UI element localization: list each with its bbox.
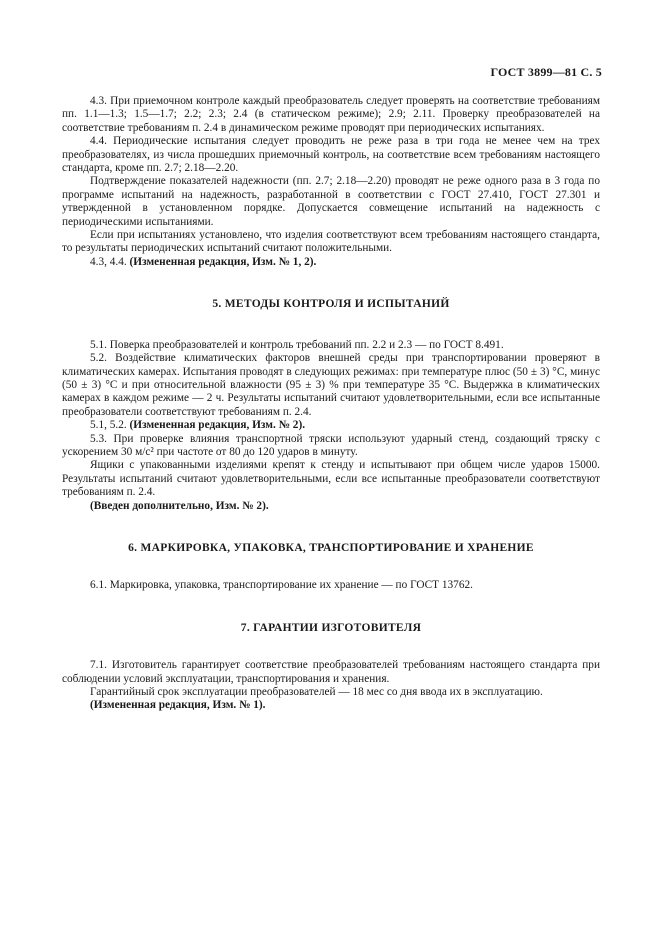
paragraph-5-3: 5.3. При проверке влияния транспортной тряски используют ударный стенд, создающий тряску с ускорением 30 м/с² при частоте от 80 до 120 ударов в минуту.: [62, 432, 600, 458]
section-title-6: 6. МАРКИРОВКА, УПАКОВКА, ТРАНСПОРТИРОВАНИЕ И ХРАНЕНИЕ: [128, 541, 534, 554]
document-body: [62, 95, 600, 713]
page-header: ГОСТ 3899—81 С. 5: [490, 65, 602, 79]
amendment-ref: 5.1, 5.2.: [90, 419, 130, 432]
section-title-5: 5. МЕТОДЫ КОНТРОЛЯ И ИСПЫТАНИЙ: [212, 298, 450, 311]
amendment-note-4: [62, 256, 600, 269]
paragraph-5-1: 5.1. Поверка преобразователей и контроль требований пп. 2.2 и 2.3 — по ГОСТ 8.491.: [90, 338, 504, 351]
amendment-text: (Измененная редакция, Изм. № 1, 2).: [129, 255, 317, 268]
amendment-ref: 4.3, 4.4.: [90, 255, 130, 268]
amendment-text: (Измененная редакция, Изм. № 2).: [129, 419, 306, 432]
paragraph-reliability: Подтверждение показателей надежности (пп. 2.7; 2.18—2.20) проводят не реже одного раза в 3 года по программе испытаний на надежность, разработанной в соответствии с ГОСТ 27.410, ГОСТ 27.301 и утвержденной в установленном порядке. Допускается совмещение испытаний на надежность с периодическими испытаниями.: [62, 175, 600, 228]
paragraph-6-1: 6.1. Маркировка, упаковка, транспортирование их хранение — по ГОСТ 13762.: [90, 579, 473, 592]
amendment-note-5-2: (Введен дополнительно, Изм. № 2).: [90, 499, 269, 512]
amendment-note-7: (Измененная редакция, Изм. № 1).: [90, 699, 266, 712]
paragraph-boxes: Ящики с упакованными изделиями крепят к стенду и испытывают при общем числе ударов 15000. Результаты испытаний считают удовлетворительными, если все испытанные преобразователи соответствуют требованиям п. 2.4.: [62, 459, 600, 499]
paragraph-warranty: Гарантийный срок эксплуатации преобразователей — 18 мес со дня ввода их в эксплуатацию.: [90, 686, 543, 698]
section-title-7: 7. ГАРАНТИИ ИЗГОТОВИТЕЛЯ: [240, 621, 422, 634]
paragraph-positive-results: Если при испытаниях установлено, что изделия соответствуют всем требованиям настоящего стандарта, то результаты периодических испытаний считают положительными.: [62, 229, 600, 255]
paragraph-7-1: 7.1. Изготовитель гарантирует соответствие преобразователей требованиям настоящего стандарта при соблюдении условий эксплуатации, транспортирования и хранения.: [62, 659, 600, 685]
paragraph-5-2: 5.2. Воздействие климатических факторов внешней среды при транспортировании проверяют в климатических камерах. Испытания проводят в следующих режимах: при температуре плюс (50 ± 3) °С, минус (50 ± 3) °С и при относительной влажности (95 ± 3) % при температуре 35 °С. Выдержка в климатических камерах в каждом режиме — 2 ч. Результаты испытаний считают удовлетворительными, если все испытанные преобразователи соответствуют требованиям п. 2.4.: [62, 352, 600, 418]
paragraph-4-4: 4.4. Периодические испытания следует проводить не реже раза в три года не менее чем на трех преобразователях, из числа прошедших приемочный контроль, на соответствие всем требованиям настоящего стандарта, кроме пп. 2.7; 2.18—2.20.: [62, 135, 600, 175]
amendment-note-5-1: [62, 419, 600, 432]
paragraph-4-3: 4.3. При приемочном контроле каждый преобразователь следует проверять на соответствие требованиям пп. 1.1—1.3; 1.5—1.7; 2.2; 2.3; 2.4 (в статическом режиме); 2.9; 2.11. Проверку преобразователей на соответствие требованиям п. 2.4 в динамическом режиме проводят при периодических испытаниях.: [62, 95, 600, 134]
